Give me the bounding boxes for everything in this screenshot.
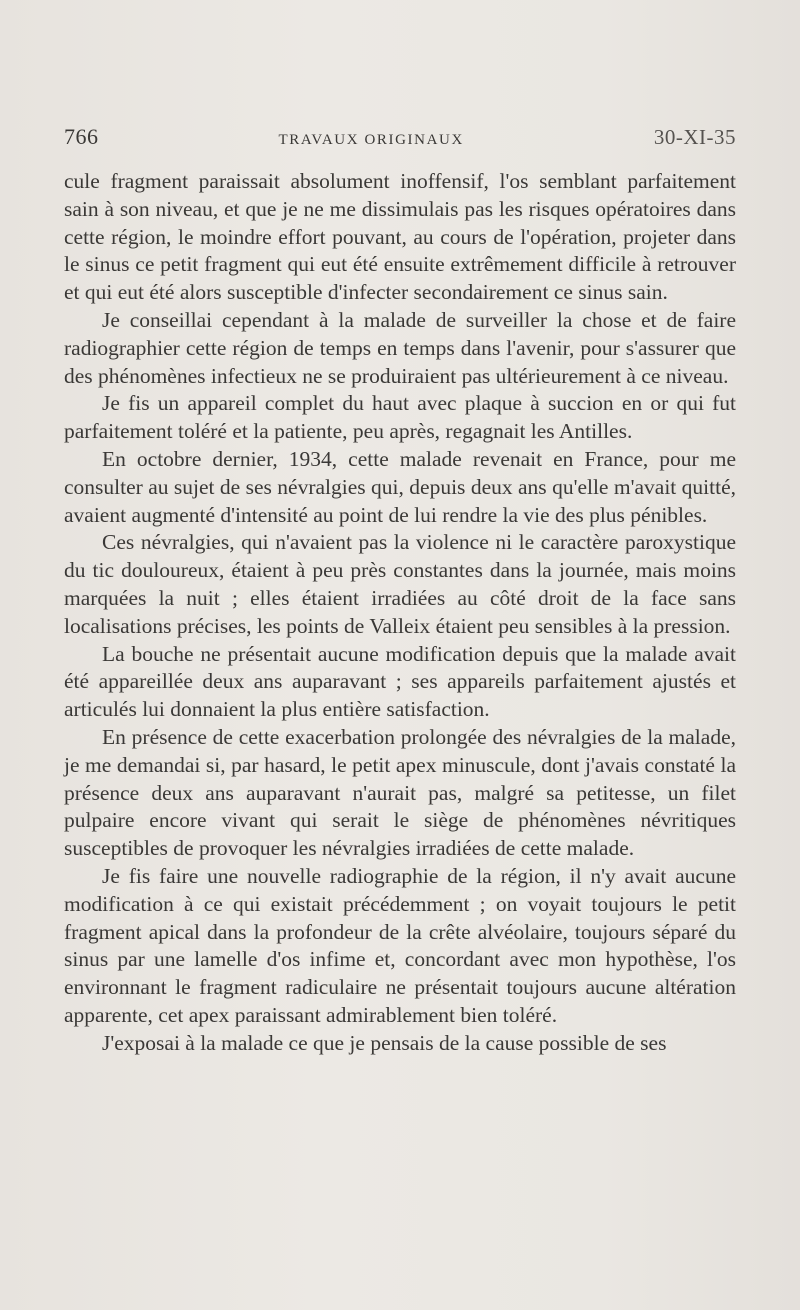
paragraph: cule fragment paraissait absolument inoffensif, l'os semblant parfaitement sain à son niveau, et que je ne me dissimulais pas les risques opératoires dans cette région, le moindre effort pouvant, au cours de l'opération, projeter dans le sinus ce petit fragment qui eut été ensuite extrêmement difficile à retrouver et qui eut été alors susceptible d'infecter secondairement ce sinus sain. — [64, 169, 736, 305]
paragraph: J'exposai à la malade ce que je pensais de la cause possible de ses — [102, 1030, 667, 1055]
page-number: 766 — [64, 124, 99, 149]
paragraph: Je fis un appareil complet du haut avec plaque à succion en or qui fut parfaitement toléré et la patiente, peu après, regagnait les Antilles. — [64, 391, 736, 444]
paragraph: En octobre dernier, 1934, cette malade revenait en France, pour me consulter au sujet de ses névralgies qui, depuis deux ans qu'elle m'avait quitté, avaient augmenté d'intensité au point de lui rendre la vie des plus pénibles. — [64, 446, 736, 527]
paragraph: La bouche ne présentait aucune modification depuis que la malade avait été appareillée deux ans auparavant ; ses appareils parfaitement ajustés et articulés lui donnaient la plus entière satisfaction. — [64, 641, 736, 722]
paragraph: En présence de cette exacerbation prolongée des névralgies de la malade, je me demandai si, par hasard, le petit apex minuscule, dont j'avais constaté la présence deux ans auparavant n'aurait pas, malgré sa petitesse, un filet pulpaire encore vivant qui serait le siège de phénomènes névritiques susceptibles de provoquer les névralgies irradiées de cette malade. — [64, 724, 736, 861]
body-text — [64, 168, 736, 1058]
running-title: TRAVAUX ORIGINAUX — [278, 132, 464, 148]
paragraph: Je fis faire une nouvelle radiographie de la région, il n'y avait aucune modification à ce qui existait précédemment ; on voyait toujours le petit fragment apical dans la profondeur de la crête alvéolaire, toujours séparé du sinus par une lamelle d'os infime et, concordant avec mon hypothèse, l'os environnant le fragment radiculaire ne présentait toujours aucune altération apparente, cet apex paraissant admirablement bien toléré. — [64, 863, 736, 1027]
page-header — [64, 124, 736, 154]
paragraph: Je conseillai cependant à la malade de surveiller la chose et de faire radiographier cette région de temps en temps dans l'avenir, pour s'assurer que des phénomènes infectieux ne se produiraient pas ultérieurement à ce niveau. — [64, 307, 736, 388]
paragraph: Ces névralgies, qui n'avaient pas la violence ni le caractère paroxystique du tic douloureux, étaient à peu près constantes dans la journée, mais moins marquées la nuit ; elles étaient irradiées au côté droit de la face sans localisations précises, les points de Valleix étaient peu sensibles à la pression. — [64, 530, 736, 638]
issue-date: 30-XI-35 — [653, 125, 736, 149]
